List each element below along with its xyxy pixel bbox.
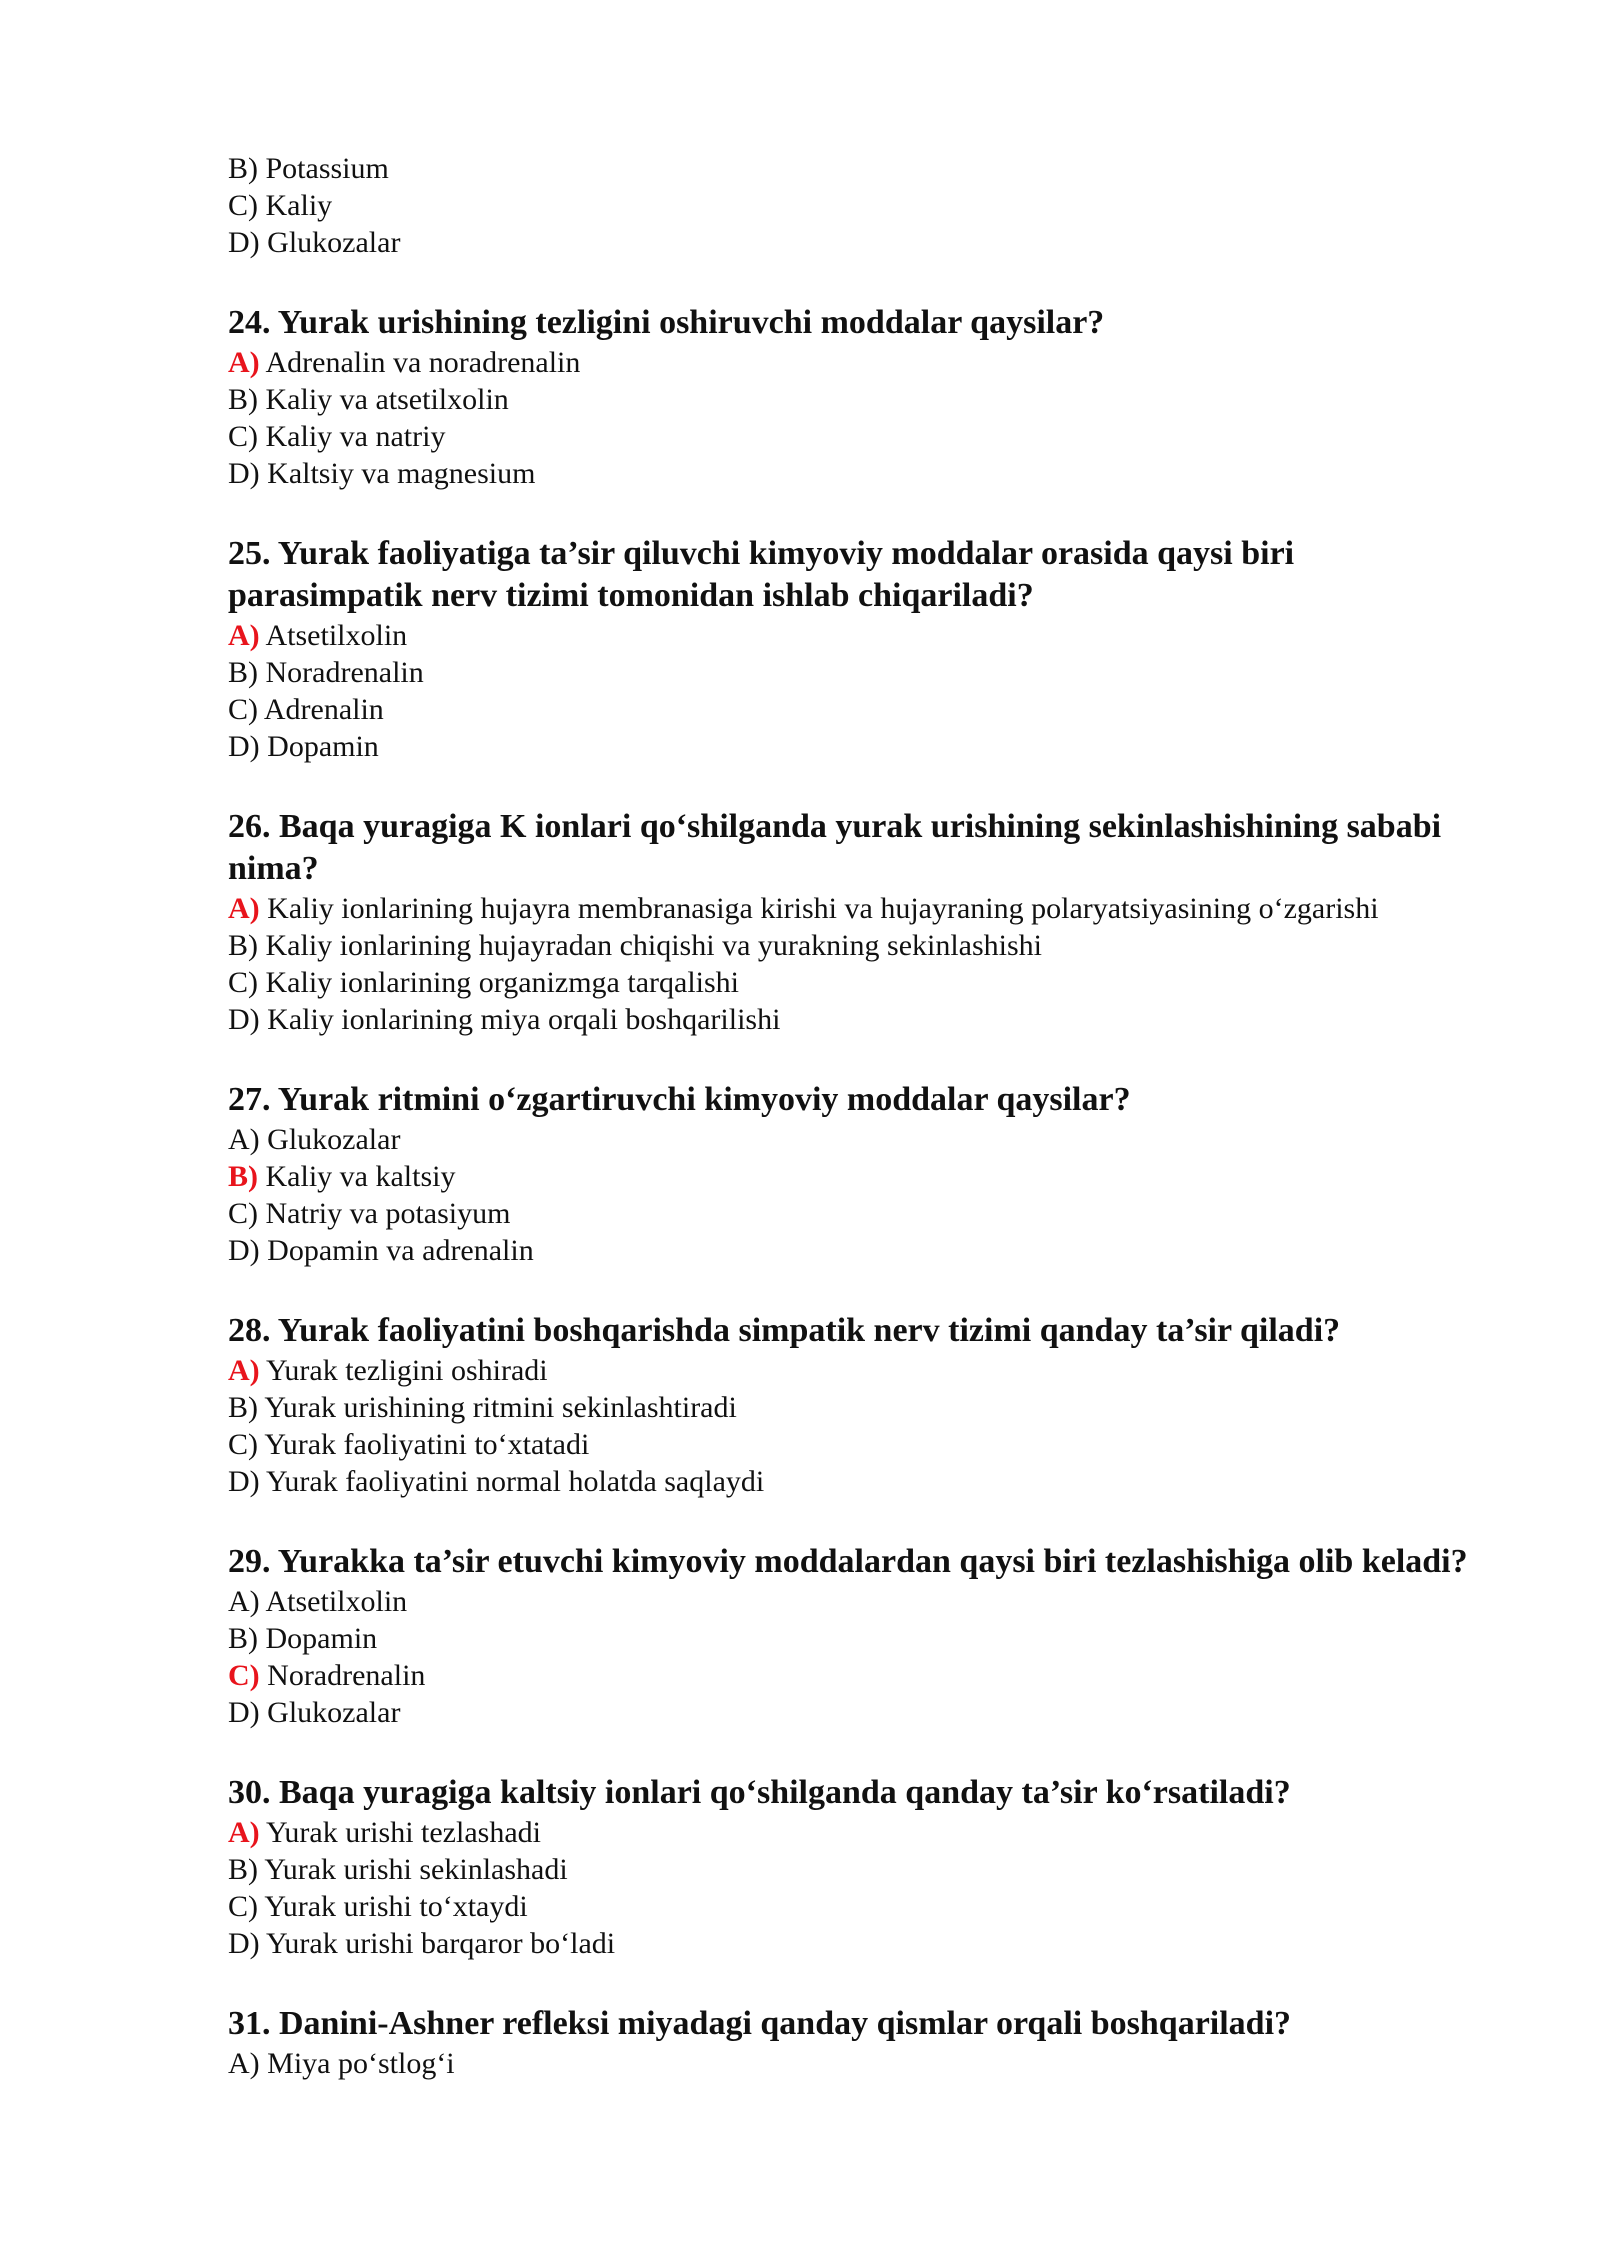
question-block	[228, 150, 1478, 261]
answer-text: Kaliy va natriy	[258, 420, 446, 453]
answer-option	[228, 728, 1478, 765]
answer-text: Noradrenalin	[259, 1659, 426, 1692]
answer-option	[228, 2045, 1478, 2082]
question-block	[228, 806, 1478, 1038]
answer-option	[228, 1463, 1478, 1500]
answer-letter: D)	[228, 1003, 260, 1036]
answer-letter: B)	[228, 1622, 258, 1655]
correct-answer-letter: A)	[228, 892, 260, 925]
correct-answer-letter: A)	[228, 346, 260, 379]
question-text: 28. Yurak faoliyatini boshqarishda simpatik nerv tizimi qanday ta’sir qiladi?	[228, 1312, 1341, 1349]
answer-letter: D)	[228, 457, 260, 490]
answer-letter: A)	[228, 1123, 260, 1156]
answer-text: Kaliy	[258, 189, 333, 222]
answer-option	[228, 1232, 1478, 1269]
answer-text: Yurak tezligini oshiradi	[259, 1354, 548, 1387]
answer-option	[228, 1583, 1478, 1620]
document-page	[228, 150, 1478, 2082]
answer-option	[228, 1158, 1478, 1195]
answer-option	[228, 1657, 1478, 1694]
answer-option	[228, 691, 1478, 728]
question-block	[228, 533, 1478, 765]
answer-option	[228, 1620, 1478, 1657]
correct-answer-letter: C)	[228, 1659, 260, 1692]
answer-text: Dopamin	[259, 730, 379, 763]
answer-option	[228, 455, 1478, 492]
correct-answer-letter: A)	[228, 619, 260, 652]
answer-option	[228, 1814, 1478, 1851]
answer-letter: C)	[228, 420, 258, 453]
answer-option	[228, 150, 1478, 187]
question-block	[228, 1079, 1478, 1269]
answer-option	[228, 224, 1478, 261]
question-block	[228, 2003, 1478, 2082]
answer-letter: B)	[228, 152, 258, 185]
answer-letter: B)	[228, 383, 258, 416]
answer-option	[228, 1925, 1478, 1962]
correct-answer-letter: A)	[228, 1816, 260, 1849]
correct-answer-letter: B)	[228, 1160, 258, 1193]
question-text: 27. Yurak ritmini o‘zgartiruvchi kimyoviy moddalar qaysilar?	[228, 1081, 1131, 1118]
answer-option	[228, 381, 1478, 418]
answer-text: Adrenalin va noradrenalin	[259, 346, 581, 379]
answer-text: Atsetilxolin	[259, 619, 408, 652]
answer-text: Kaliy va kaltsiy	[258, 1160, 456, 1193]
answer-letter: D)	[228, 226, 260, 259]
question-text: 29. Yurakka ta’sir etuvchi kimyoviy moddalardan qaysi biri tezlashishiga olib keladi?	[228, 1543, 1468, 1580]
answer-text: Yurak faoliyatini to‘xtatadi	[258, 1428, 590, 1461]
answer-option	[228, 1851, 1478, 1888]
answer-letter: D)	[228, 1234, 260, 1267]
answer-letter: C)	[228, 966, 258, 999]
answer-text: Yurak urishi barqaror bo‘ladi	[259, 1927, 616, 1960]
answer-text: Kaliy ionlarining miya orqali boshqarilishi	[259, 1003, 781, 1036]
answer-text: Adrenalin	[258, 693, 384, 726]
answer-option	[228, 1389, 1478, 1426]
answer-letter: D)	[228, 1465, 260, 1498]
answer-letter: B)	[228, 1853, 258, 1886]
answer-text: Yurak urishi to‘xtaydi	[258, 1890, 528, 1923]
answer-option	[228, 654, 1478, 691]
question-text: 25. Yurak faoliyatiga ta’sir qiluvchi kimyoviy moddalar orasida qaysi biri parasimpatik nerv tizimi tomonidan ishlab chiqariladi?	[228, 535, 1295, 614]
answer-text: Kaliy ionlarining hujayradan chiqishi va yurakning sekinlashishi	[258, 929, 1043, 962]
answer-option	[228, 1352, 1478, 1389]
answer-option	[228, 1195, 1478, 1232]
answer-option	[228, 1888, 1478, 1925]
question-text: 24. Yurak urishining tezligini oshiruvchi moddalar qaysilar?	[228, 304, 1105, 341]
answer-letter: D)	[228, 730, 260, 763]
answer-option	[228, 1121, 1478, 1158]
answer-letter: B)	[228, 656, 258, 689]
answer-letter: C)	[228, 189, 258, 222]
answer-text: Kaliy va atsetilxolin	[258, 383, 509, 416]
answer-letter: C)	[228, 1890, 258, 1923]
question-text: 26. Baqa yuragiga K ionlari qo‘shilganda yurak urishining sekinlashishining sababi nima?	[228, 808, 1442, 887]
answer-option	[228, 1001, 1478, 1038]
answer-letter: B)	[228, 1391, 258, 1424]
answer-letter: C)	[228, 1428, 258, 1461]
answer-text: Atsetilxolin	[259, 1585, 408, 1618]
answer-text: Noradrenalin	[258, 656, 424, 689]
answer-text: Yurak urishi tezlashadi	[259, 1816, 541, 1849]
question-text: 31. Danini-Ashner refleksi miyadagi qanday qismlar orqali boshqariladi?	[228, 2005, 1292, 2042]
answer-text: Yurak faoliyatini normal holatda saqlaydi	[259, 1465, 765, 1498]
answer-letter: D)	[228, 1696, 260, 1729]
answer-option	[228, 927, 1478, 964]
answer-option	[228, 1426, 1478, 1463]
answer-text: Dopamin va adrenalin	[259, 1234, 534, 1267]
question-block	[228, 1541, 1478, 1731]
answer-letter: A)	[228, 2047, 260, 2080]
answer-letter: A)	[228, 1585, 260, 1618]
answer-text: Kaliy ionlarining organizmga tarqalishi	[258, 966, 739, 999]
correct-answer-letter: A)	[228, 1354, 260, 1387]
question-block	[228, 302, 1478, 492]
answer-text: Kaliy ionlarining hujayra membranasiga kirishi va hujayraning polaryatsiyasining o‘zgarishi	[259, 892, 1379, 925]
answer-text: Dopamin	[258, 1622, 378, 1655]
answer-text: Yurak urishi sekinlashadi	[258, 1853, 568, 1886]
answer-option	[228, 1694, 1478, 1731]
answer-letter: C)	[228, 693, 258, 726]
answer-letter: D)	[228, 1927, 260, 1960]
answer-text: Potassium	[258, 152, 389, 185]
question-block	[228, 1772, 1478, 1962]
answer-letter: C)	[228, 1197, 258, 1230]
answer-option	[228, 418, 1478, 455]
answer-text: Natriy va potasiyum	[258, 1197, 511, 1230]
answer-letter: B)	[228, 929, 258, 962]
answer-text: Miya po‘stlog‘i	[259, 2047, 455, 2080]
answer-text: Kaltsiy va magnesium	[259, 457, 536, 490]
answer-text: Glukozalar	[259, 226, 401, 259]
answer-option	[228, 344, 1478, 381]
answer-text: Yurak urishining ritmini sekinlashtiradi	[258, 1391, 737, 1424]
answer-text: Glukozalar	[259, 1696, 401, 1729]
answer-text: Glukozalar	[259, 1123, 401, 1156]
answer-option	[228, 617, 1478, 654]
answer-option	[228, 890, 1478, 927]
answer-option	[228, 187, 1478, 224]
answer-option	[228, 964, 1478, 1001]
question-text: 30. Baqa yuragiga kaltsiy ionlari qo‘shilganda qanday ta’sir ko‘rsatiladi?	[228, 1774, 1291, 1811]
question-block	[228, 1310, 1478, 1500]
